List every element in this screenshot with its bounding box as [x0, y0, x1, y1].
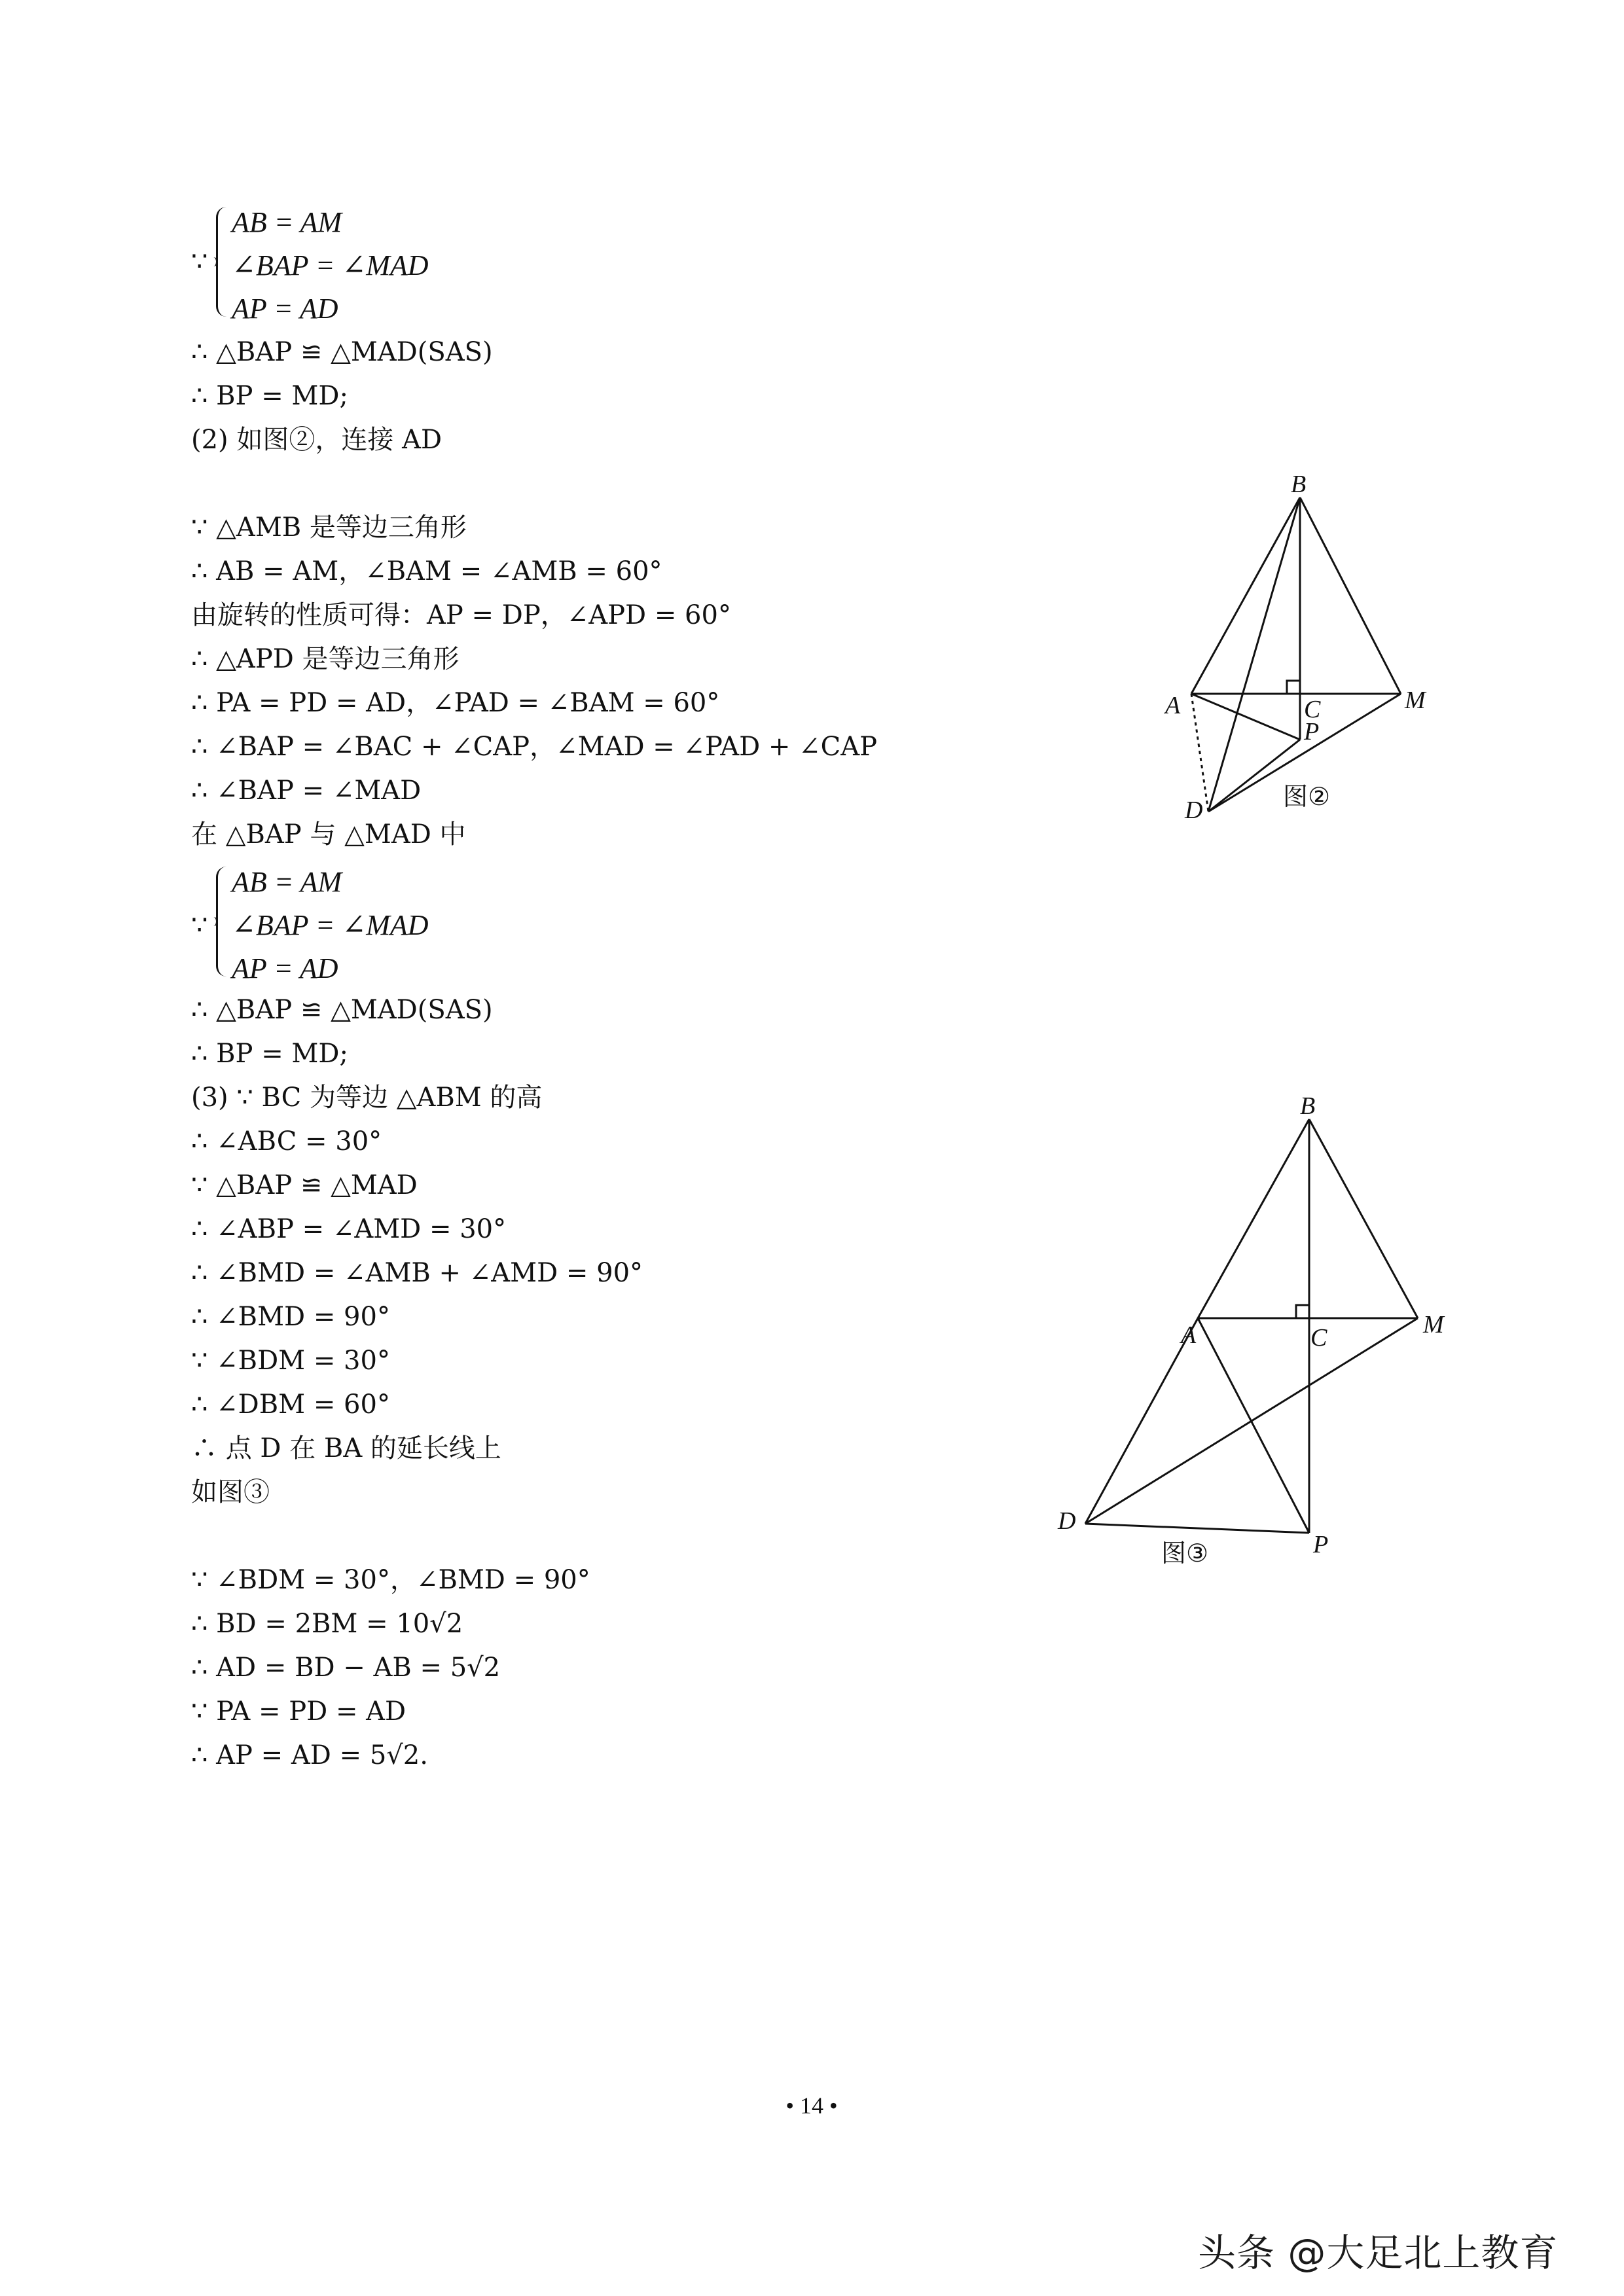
proof-line: ∵ ∠BDM = 30°，∠BMD = 90° [191, 1565, 590, 1595]
figure-2-diagram [1159, 471, 1473, 825]
figure-3 [1041, 1086, 1473, 1584]
label-P: P [1304, 718, 1320, 745]
page-number: • 14 • [785, 2092, 838, 2119]
proof-line: ∴ ∠ABC = 30° [191, 1126, 382, 1157]
proof-line: ∴ BD = 2BM = 10√2 [191, 1609, 463, 1639]
proof-line: 由旋转的性质可得：AP = DP，∠APD = 60° [191, 600, 731, 630]
equation-row: ∠BAP = ∠MAD [232, 249, 429, 281]
proof-line: ∴ ∠DBM = 60° [191, 1390, 390, 1420]
label-B: B [1291, 471, 1307, 498]
figure-3-caption: 图③ [1161, 1539, 1209, 1568]
proof-line: ∴ ∠ABP = ∠AMD = 30° [191, 1214, 507, 1244]
since-symbol: ∵ [191, 910, 208, 941]
proof-line: ∵ ∠BDM = 30° [191, 1346, 390, 1376]
proof-line: ∴ BP = MD; [191, 1039, 348, 1069]
proof-line: 在 △BAP 与 △MAD 中 [191, 819, 466, 850]
label-C: C [1304, 696, 1321, 723]
left-brace [216, 867, 227, 977]
label-A: A [1181, 1321, 1197, 1349]
proof-line: ∴ PA = PD = AD，∠PAD = ∠BAM = 60° [191, 688, 720, 718]
left-brace [216, 207, 227, 317]
proof-line: ∴ △APD 是等边三角形 [191, 644, 460, 674]
label-D: D [1185, 797, 1203, 824]
label-M: M [1423, 1311, 1444, 1338]
proof-line: ∴ △BAP ≌ △MAD(SAS) [191, 337, 493, 367]
equation-row: ∠BAP = ∠MAD [232, 909, 429, 941]
proof-line: ∴ AD = BD − AB = 5√2 [191, 1653, 501, 1683]
figure-2 [1159, 471, 1473, 825]
label-A: A [1165, 692, 1181, 719]
proof-line: ∴ ∠BAP = ∠MAD [191, 776, 422, 806]
figure-3-diagram [1041, 1086, 1473, 1584]
proof-line: ∵ △AMB 是等边三角形 [191, 512, 467, 543]
watermark: 头条 @大足北上教育 [1198, 2231, 1559, 2275]
proof-line: (3) ∵ BC 为等边 △ABM 的高 [191, 1083, 543, 1113]
figure-2-caption: 图② [1283, 782, 1331, 811]
label-B: B [1300, 1092, 1316, 1120]
equation-row: AP = AD [232, 293, 338, 325]
label-P: P [1313, 1531, 1329, 1558]
proof-line: ∴ ∠BMD = 90° [191, 1302, 390, 1332]
equation-row: AB = AM [232, 866, 342, 898]
proof-line: ∴ BP = MD; [191, 381, 348, 411]
proof-line: ∴ AP = AD = 5√2. [191, 1740, 428, 1770]
since-symbol: ∵ [191, 247, 208, 277]
label-D: D [1058, 1507, 1076, 1535]
proof-line: 如图③ [191, 1477, 270, 1507]
proof-line: ∴ ∠BAP = ∠BAC + ∠CAP，∠MAD = ∠PAD + ∠CAP [191, 732, 878, 762]
proof-line: ∴ 点 D 在 BA 的延长线上 [191, 1433, 501, 1463]
proof-line: ∴ △BAP ≌ △MAD(SAS) [191, 995, 493, 1025]
label-M: M [1405, 687, 1426, 714]
proof-line: ∵ △BAP ≌ △MAD [191, 1170, 418, 1200]
equation-row: AB = AM [232, 206, 342, 238]
proof-line: ∵ PA = PD = AD [191, 1696, 406, 1727]
part2-heading: (2) 如图②，连接 AD [191, 425, 442, 455]
proof-line: ∴ ∠BMD = ∠AMB + ∠AMD = 90° [191, 1258, 643, 1288]
proof-line: ∴ AB = AM，∠BAM = ∠AMB = 60° [191, 556, 662, 586]
equation-row: AP = AD [232, 952, 338, 984]
label-C: C [1310, 1324, 1327, 1352]
